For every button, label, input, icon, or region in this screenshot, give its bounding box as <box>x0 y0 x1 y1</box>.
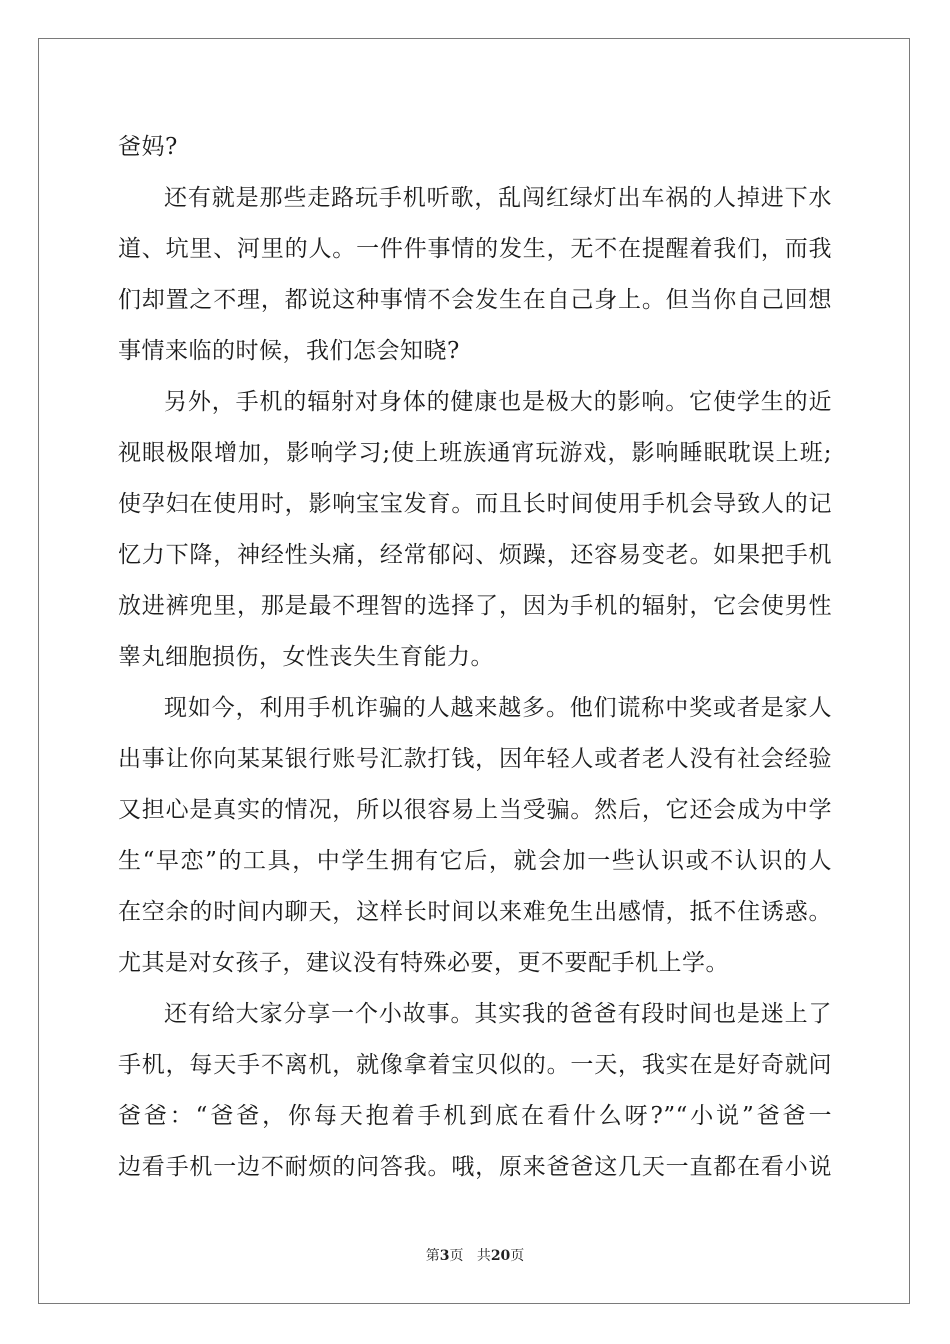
text-line: 还有就是那些走路玩手机听歌，乱闯红绿灯出车祸的人掉进下水 <box>164 185 832 211</box>
text-line: 睾丸细胞损伤，女性丧失生育能力。 <box>118 644 494 670</box>
text-line: 忆力下降，神经性头痛，经常郁闷、烦躁，还容易变老。如果把手机 <box>118 542 832 568</box>
text-line: 在空余的时间内聊天，这样长时间以来难免生出感情，抵不住诱惑。 <box>118 899 832 925</box>
text-line: 现如今，利用手机诈骗的人越来越多。他们谎称中奖或者是家人 <box>164 695 832 721</box>
text-line: 另外，手机的辐射对身体的健康也是极大的影响。它使学生的近 <box>164 389 832 415</box>
text-line: 边看手机一边不耐烦的问答我。哦，原来爸爸这几天一直都在看小说 <box>118 1154 832 1180</box>
footer-page-number: 3 <box>439 1248 450 1264</box>
text-line: 事情来临的时候，我们怎会知晓? <box>118 338 460 364</box>
footer-total-suffix: 页 <box>510 1248 525 1264</box>
text-line: 视眼极限增加，影响学习;使上班族通宵玩游戏，影响睡眠耽误上班; <box>118 440 832 466</box>
footer-page-suffix: 页 <box>449 1248 464 1264</box>
text-line: 出事让你向某某银行账号汇款打钱，因年轻人或者老人没有社会经验 <box>118 746 832 772</box>
text-line: 们却置之不理，都说这种事情不会发生在自己身上。但当你自己回想 <box>118 287 832 313</box>
footer-total-pages: 20 <box>490 1248 511 1264</box>
text-line: 还有给大家分享一个小故事。其实我的爸爸有段时间也是迷上了 <box>164 1001 832 1027</box>
footer-total-prefix: 共 <box>476 1248 491 1264</box>
text-line: 使孕妇在使用时，影响宝宝发育。而且长时间使用手机会导致人的记 <box>118 491 832 517</box>
text-line: 尤其是对女孩子，建议没有特殊必要，更不要配手机上学。 <box>118 950 729 976</box>
page-footer <box>0 1245 950 1265</box>
text-line: 爸爸：“爸爸，你每天抱着手机到底在看什么呀?”“小说”爸爸一 <box>118 1103 832 1129</box>
text-line: 手机，每天手不离机，就像拿着宝贝似的。一天，我实在是好奇就问 <box>118 1052 832 1078</box>
text-line: 生“早恋”的工具，中学生拥有它后，就会加一些认识或不认识的人 <box>118 848 832 874</box>
text-line: 放进裤兜里，那是最不理智的选择了，因为手机的辐射，它会使男性 <box>118 593 832 619</box>
footer-page-prefix: 第 <box>425 1248 440 1264</box>
text-line: 爸妈? <box>118 134 178 160</box>
text-line: 道、坑里、河里的人。一件件事情的发生，无不在提醒着我们，而我 <box>118 236 832 262</box>
document-body <box>118 122 832 1193</box>
text-line: 又担心是真实的情况，所以很容易上当受骗。然后，它还会成为中学 <box>118 797 832 823</box>
